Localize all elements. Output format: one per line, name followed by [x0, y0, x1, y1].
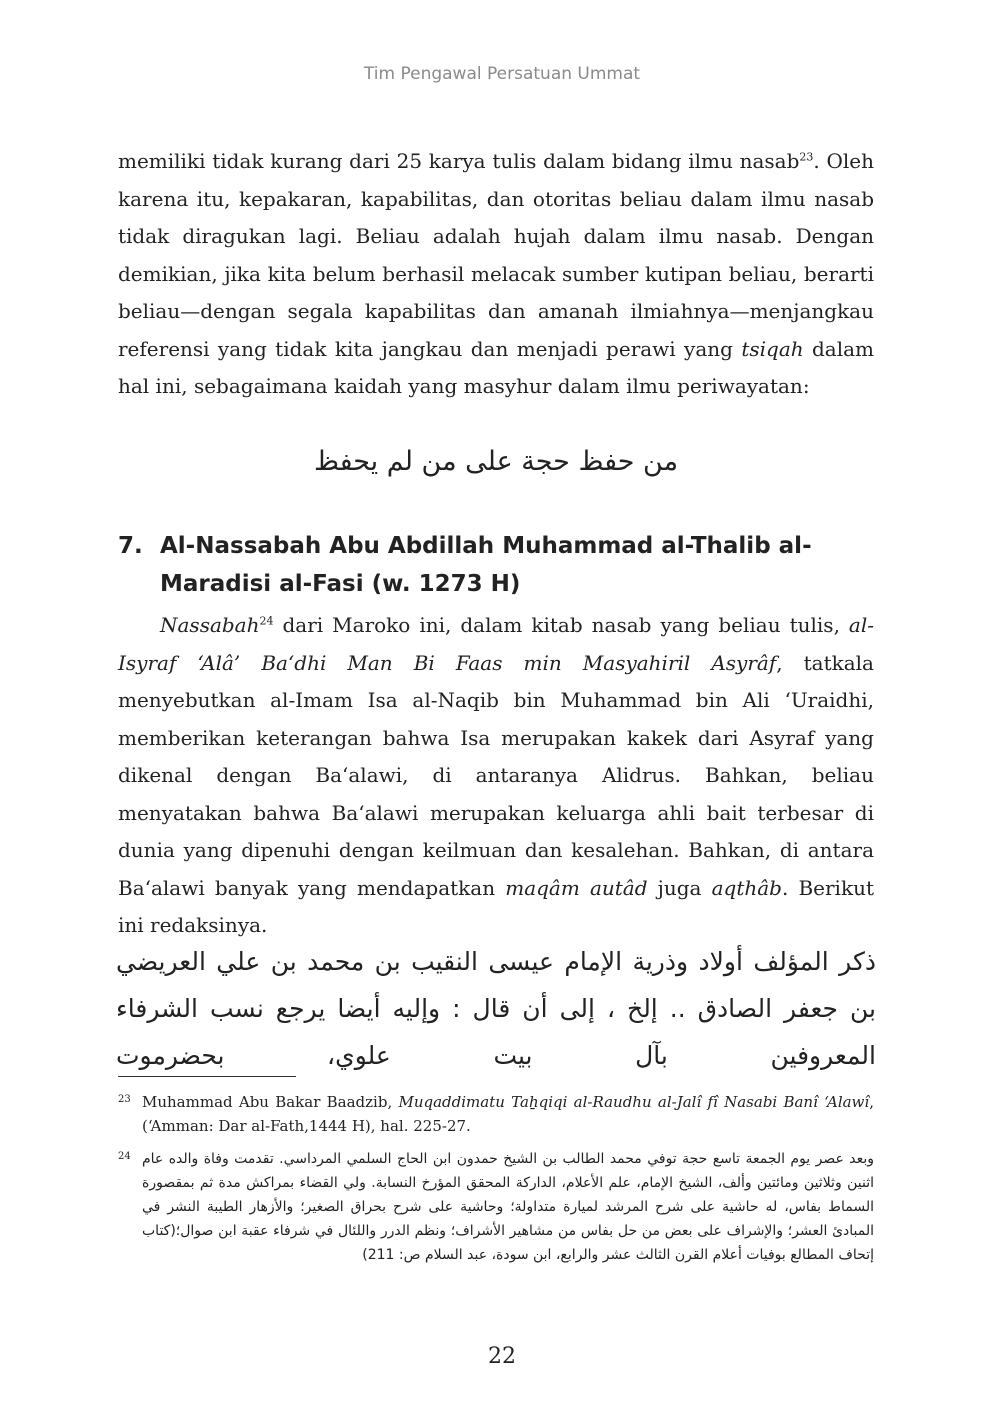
arabic-quotation: ذكر المؤلف أولاد وذرية الإمام عيسى النقيب بن محمد بن علي العريضي بن جعفر الصادق .. إلخ ، إلى أن قال : وإليه أيضا يرجع نسب الشرفاء المعروفين بآل بيت علوي، بحضرموت — [116, 947, 876, 1070]
paragraph-text: juga — [647, 875, 712, 900]
footnote-number: 23 — [118, 1094, 131, 1105]
book-title: al-Isyraf ‘Alâ’ Ba‘dhi Man Bi Faas min Masyahiril Asyrâf — [118, 613, 874, 675]
section-title: Al-Nassabah Abu Abdillah Muhammad al-Thalib al-Maradisi al-Fasi (w. 1273 H) — [160, 533, 812, 597]
italic-term: tsiqah — [741, 336, 804, 361]
footnote-book-title: Muqaddimatu Taẖqiqi al-Raudhu al-Jalî fî Nasabi Banî ‘Alawî — [398, 1093, 870, 1111]
footnote-arabic-text: وبعد عصر يوم الجمعة تاسع حجة توفي محمد الطالب بن الشيخ حمدون ابن الحاج السلمي المرداسي. تقدمت وفاة والده عام اثنين وثلاثين ومائتين وألف، الشيخ الإمام، علم الأعلام، الداركة المحقق المؤرخ النسابة. ولي القضاء بمراكش مدة ثم بمقصورة السماط بفاس، له حاشية على شرح المرشد لميارة متداولة؛ وحاشية على شرح بحراق الصغير؛ والأزهار الطيبة النشر في المبادئ العشر؛ والإشراف على بعض من حل بفاس من مشاهير الأشراف؛ ونظم الدرر واللئال في شرفاء عقبة ابن صوال؛(كتاب إتحاف المطالع بوفيات أعلام القرن الثالث عشر والرابع، ابن سودة، عبد السلام ص: 211) — [142, 1151, 874, 1263]
footnote-citation: , (‘Amman: Dar al-Fath,1444 H), hal. 225-27. — [142, 1093, 874, 1135]
italic-term: maqâm autâd — [505, 875, 648, 900]
italic-term: aqthâb — [711, 875, 782, 900]
footnote-divider — [118, 1076, 296, 1077]
paragraph-text: . Berikut ini redaksinya. — [118, 875, 874, 937]
footnote-text — [142, 1090, 874, 1138]
footnote-number: 24 — [118, 1151, 131, 1162]
footnote-author: Muhammad Abu Bakar Baadzib, — [142, 1093, 399, 1111]
footnote-23 — [118, 1090, 874, 1138]
paragraph-text: dalam hal ini, sebagaimana kaidah yang masyhur dalam ilmu periwayatan: — [118, 336, 875, 398]
section-heading — [118, 527, 878, 603]
footnote-24 — [118, 1147, 874, 1267]
italic-term: Nassabah — [160, 613, 260, 637]
running-header: Tim Pengawal Persatuan Ummat — [363, 64, 641, 84]
paragraph-text: dari Maroko ini, dalam kitab nasab yang beliau tulis, — [273, 613, 849, 637]
footnote-ref-24[interactable]: 24 — [259, 614, 274, 628]
page-number: 22 — [488, 1344, 516, 1369]
body-paragraph-1 — [118, 143, 874, 406]
footnote-ref-23[interactable]: 23 — [799, 150, 814, 164]
body-paragraph-2 — [118, 607, 874, 945]
arabic-maxim: من حفظ حجة على من لم يحفظ — [313, 446, 679, 477]
paragraph-text: , tatkala menyebutkan al-Imam Isa al-Naqib bin Muhammad bin Ali ‘Uraidhi, memberikan keterangan bahwa Isa merupakan kakek dari Asyraf yang dikenal dengan Ba‘alawi, di antaranya Alidrus. Bahkan, beliau menyatakan bahwa Ba‘alawi merupakan keluarga ahli bait terbesar di dunia yang dipenuhi dengan keilmuan dan kesalehan. Bahkan, di antara Ba‘alawi banyak yang mendapatkan — [118, 650, 874, 900]
paragraph-text: . Oleh karena itu, kepakaran, kapabilitas, dan otoritas beliau dalam ilmu nasab tidak diragukan lagi. Beliau adalah hujah dalam ilmu nasab. Dengan demikian, jika kita belum berhasil melacak sumber kutipan beliau, berarti beliau—dengan segala kapabilitas dan amanah ilmiahnya—menjangkau referensi yang tidak kita jangkau dan menjadi perawi yang — [118, 149, 874, 361]
paragraph-text: memiliki tidak kurang dari 25 karya tulis dalam bidang ilmu nasab — [118, 149, 800, 173]
section-number: 7. — [118, 533, 143, 559]
